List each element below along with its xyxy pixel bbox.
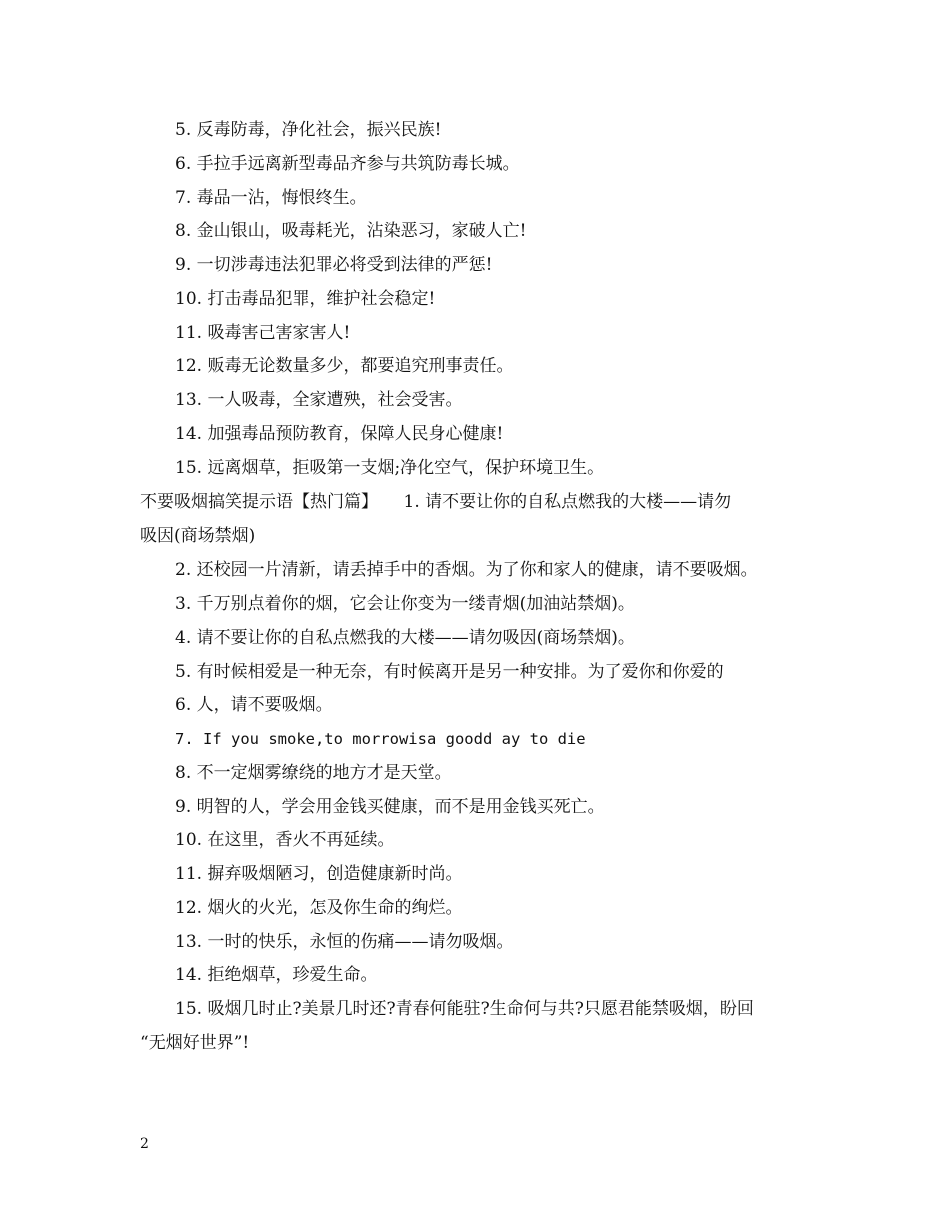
- text-line: “无烟好世界”!: [140, 1033, 250, 1053]
- text-line: 8. 不一定烟雾缭绕的地方才是天堂。: [175, 763, 452, 783]
- text-line: 6. 手拉手远离新型毒品齐参与共筑防毒长城。: [175, 154, 520, 174]
- page-number: 2: [140, 1136, 149, 1152]
- text-line: 8. 金山银山，吸毒耗光，沾染恶习，家破人亡!: [175, 221, 527, 241]
- text-line: 10. 打击毒品犯罪，维护社会稳定!: [175, 289, 436, 309]
- text-line: 12. 贩毒无论数量多少，都要追究刑事责任。: [175, 356, 514, 376]
- text-line: 15. 远离烟草，拒吸第一支烟;净化空气，保护环境卫生。: [175, 458, 605, 478]
- text-line: 6. 人，请不要吸烟。: [175, 695, 333, 715]
- text-line: 11. 吸毒害己害家害人!: [175, 323, 351, 343]
- text-line: 9. 明智的人，学会用金钱买健康，而不是用金钱买死亡。: [175, 797, 605, 817]
- text-line: 14. 拒绝烟草，珍爱生命。: [175, 965, 378, 985]
- text-line: 3. 千万别点着你的烟，它会让你变为一缕青烟(加油站禁烟)。: [175, 594, 635, 614]
- text-line: 7. If you smoke,to morrowisa goodd ay to die: [175, 730, 586, 748]
- text-line: 15. 吸烟几时止?美景几时还?青春何能驻?生命何与共?只愿君能禁吸烟，盼回: [175, 999, 754, 1019]
- text-line: 10. 在这里，香火不再延续。: [175, 830, 395, 850]
- text-line: 9. 一切涉毒违法犯罪必将受到法律的严惩!: [175, 255, 493, 275]
- text-line: 7. 毒品一沾，悔恨终生。: [175, 188, 367, 208]
- text-line: 5. 有时候相爱是一种无奈，有时候离开是另一种安排。为了爱你和你爱的: [175, 662, 724, 682]
- text-line: 5. 反毒防毒，净化社会，振兴民族!: [175, 120, 442, 140]
- text-line: 11. 摒弃吸烟陋习，创造健康新时尚。: [175, 864, 463, 884]
- text-line: 14. 加强毒品预防教育，保障人民身心健康!: [175, 424, 504, 444]
- text-line: 2. 还校园一片清新，请丢掉手中的香烟。为了你和家人的健康，请不要吸烟。: [175, 560, 758, 580]
- text-line: 12. 烟火的火光，怎及你生命的绚烂。: [175, 898, 463, 918]
- text-line: 13. 一人吸毒，全家遭殃，社会受害。: [175, 390, 463, 410]
- text-line: 13. 一时的快乐，永恒的伤痛——请勿吸烟。: [175, 932, 514, 952]
- section-heading-line: 不要吸烟搞笑提示语【热门篇】 1. 请不要让你的自私点燃我的大楼——请勿: [140, 492, 732, 512]
- text-line: 4. 请不要让你的自私点燃我的大楼——请勿吸因(商场禁烟)。: [175, 628, 635, 648]
- text-line: 吸因(商场禁烟): [140, 526, 256, 546]
